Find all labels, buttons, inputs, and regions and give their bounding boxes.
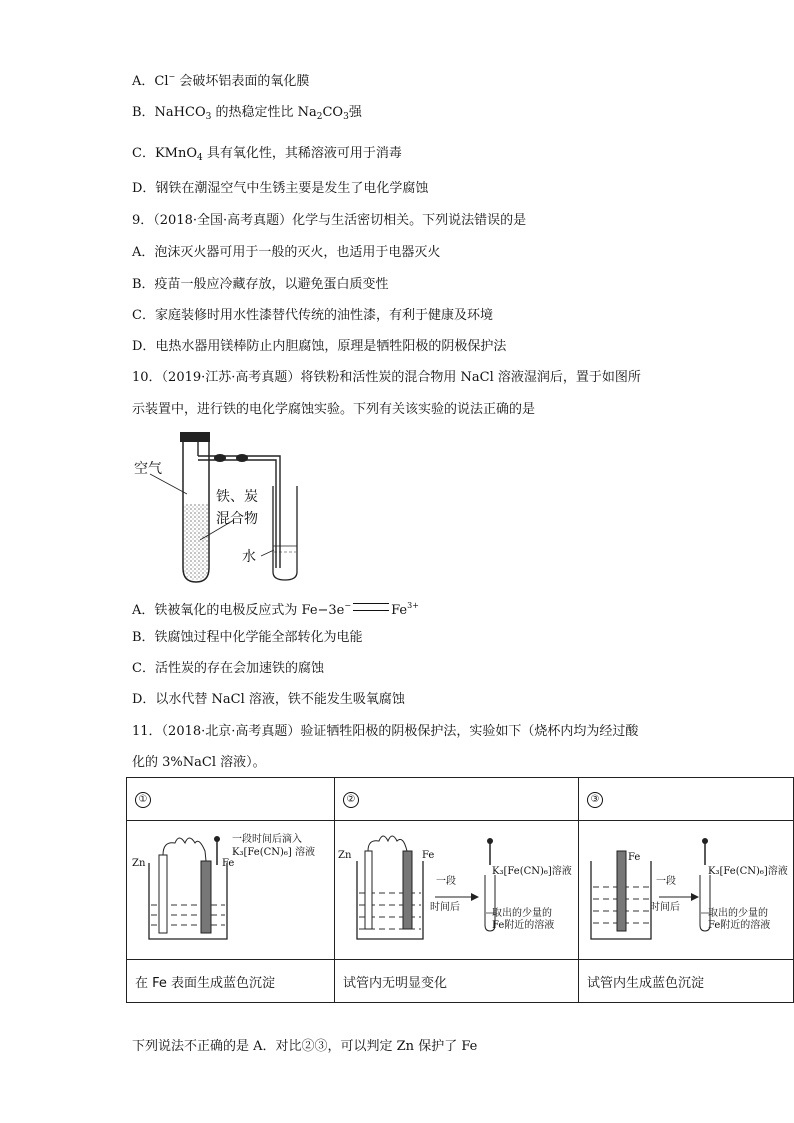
exp2-arrow-label-1: 一段 (436, 876, 456, 887)
table-figure-labels (126, 820, 794, 954)
result-3: 试管内生成蓝色沉淀 (579, 960, 794, 1003)
q11-stem-line2: 化的 3%NaCl 溶液）。 (132, 755, 266, 770)
q9-option-c: C．家庭装修时用水性漆替代传统的油性漆，有利于健康及环境 (132, 308, 493, 323)
q9-stem: 9．（2018·全国·高考真题）化学与生活密切相关。下列说法错误的是 (132, 213, 527, 228)
exp3-fe-label: Fe (628, 852, 641, 863)
exp3-take-label-2: Fe附近的溶液 (708, 920, 771, 931)
q11-follow-up: 下列说法不正确的是 A．对比②③，可以判定 Zn 保护了 Fe (132, 1039, 478, 1054)
q8-option-b: B．NaHCO$_3$ 的热稳定性比 $Na_2CO_3$强 (132, 105, 362, 122)
q9-option-d: D．电热水器用镁棒防止内胆腐蚀，原理是牺牲阳极的阴极保护法 (132, 339, 507, 354)
q8-option-c: C．KMnO$_4$ 具有氧化性，其稀溶液可用于消毒 (132, 146, 402, 163)
exp1-note-2: K₃[Fe(CN)₆] 溶液 (232, 847, 315, 858)
mixture-label-1: 铁、炭 (216, 489, 258, 505)
exp3-arrow-label-1: 一段 (656, 876, 676, 887)
table-header-2: ② (335, 778, 579, 821)
water-label: 水 (242, 549, 256, 565)
q11-stem-line1: 11．（2018·北京·高考真题）验证牺牲阳极的阴极保护法，实验如下（烧杯内均为经过酸 (132, 724, 639, 739)
q10-option-c: C．活性炭的存在会加速铁的腐蚀 (132, 661, 324, 676)
result-2: 试管内无明显变化 (335, 960, 579, 1003)
exp3-take-label-1: 取出的少量的 (708, 908, 768, 919)
q8-option-a: A．Cl− 会破坏铝表面的氧化膜 (132, 72, 310, 89)
exp2-arrow-label-2: 时间后 (430, 902, 460, 913)
mixture-label-2: 混合物 (216, 511, 258, 527)
q10-stem-line1: 10．（2019·江苏·高考真题）将铁粉和活性炭的混合物用 NaCl 溶液湿润后，置于如图所 (132, 370, 641, 385)
exp2-fe-label: Fe (422, 850, 435, 861)
result-1: 在 Fe 表面生成蓝色沉淀 (127, 960, 335, 1003)
table-header-3: ③ (579, 778, 794, 821)
table-header-1: ① (127, 778, 335, 821)
q10-option-b: B．铁腐蚀过程中化学能全部转化为电能 (132, 630, 363, 645)
exp2-zn-label: Zn (338, 850, 352, 861)
exp1-fe-label: Fe (222, 858, 235, 869)
equals-arrow-icon (353, 603, 389, 611)
q10-apparatus-figure (130, 428, 310, 588)
q10-option-a: A．铁被氧化的电极反应式为 Fe−3e− $Fe^{3+}$ (132, 601, 419, 618)
exp2-take-label-2: Fe附近的溶液 (492, 920, 555, 931)
air-label: 空气 (134, 461, 162, 477)
exp1-zn-label: Zn (132, 858, 146, 869)
exp2-take-label-1: 取出的少量的 (492, 908, 552, 919)
q10-option-d: D．以水代替 NaCl 溶液，铁不能发生吸氧腐蚀 (132, 692, 405, 707)
q9-option-a: A．泡沫灭火器可用于一般的灭火，也适用于电器灭火 (132, 245, 441, 260)
exp2-reagent-label: K₃[Fe(CN)₆]溶液 (492, 866, 572, 877)
q9-option-b: B．疫苗一般应冷藏存放，以避免蛋白质变性 (132, 277, 389, 292)
q8-option-d: D．钢铁在潮湿空气中生锈主要是发生了电化学腐蚀 (132, 181, 429, 196)
exp3-reagent-label: K₃[Fe(CN)₆]溶液 (708, 866, 788, 877)
exp1-note-1: 一段时间后滴入 (232, 834, 302, 845)
exp3-arrow-label-2: 时间后 (650, 902, 680, 913)
q10-stem-line2: 示装置中，进行铁的电化学腐蚀实验。下列有关该实验的说法正确的是 (132, 402, 536, 417)
